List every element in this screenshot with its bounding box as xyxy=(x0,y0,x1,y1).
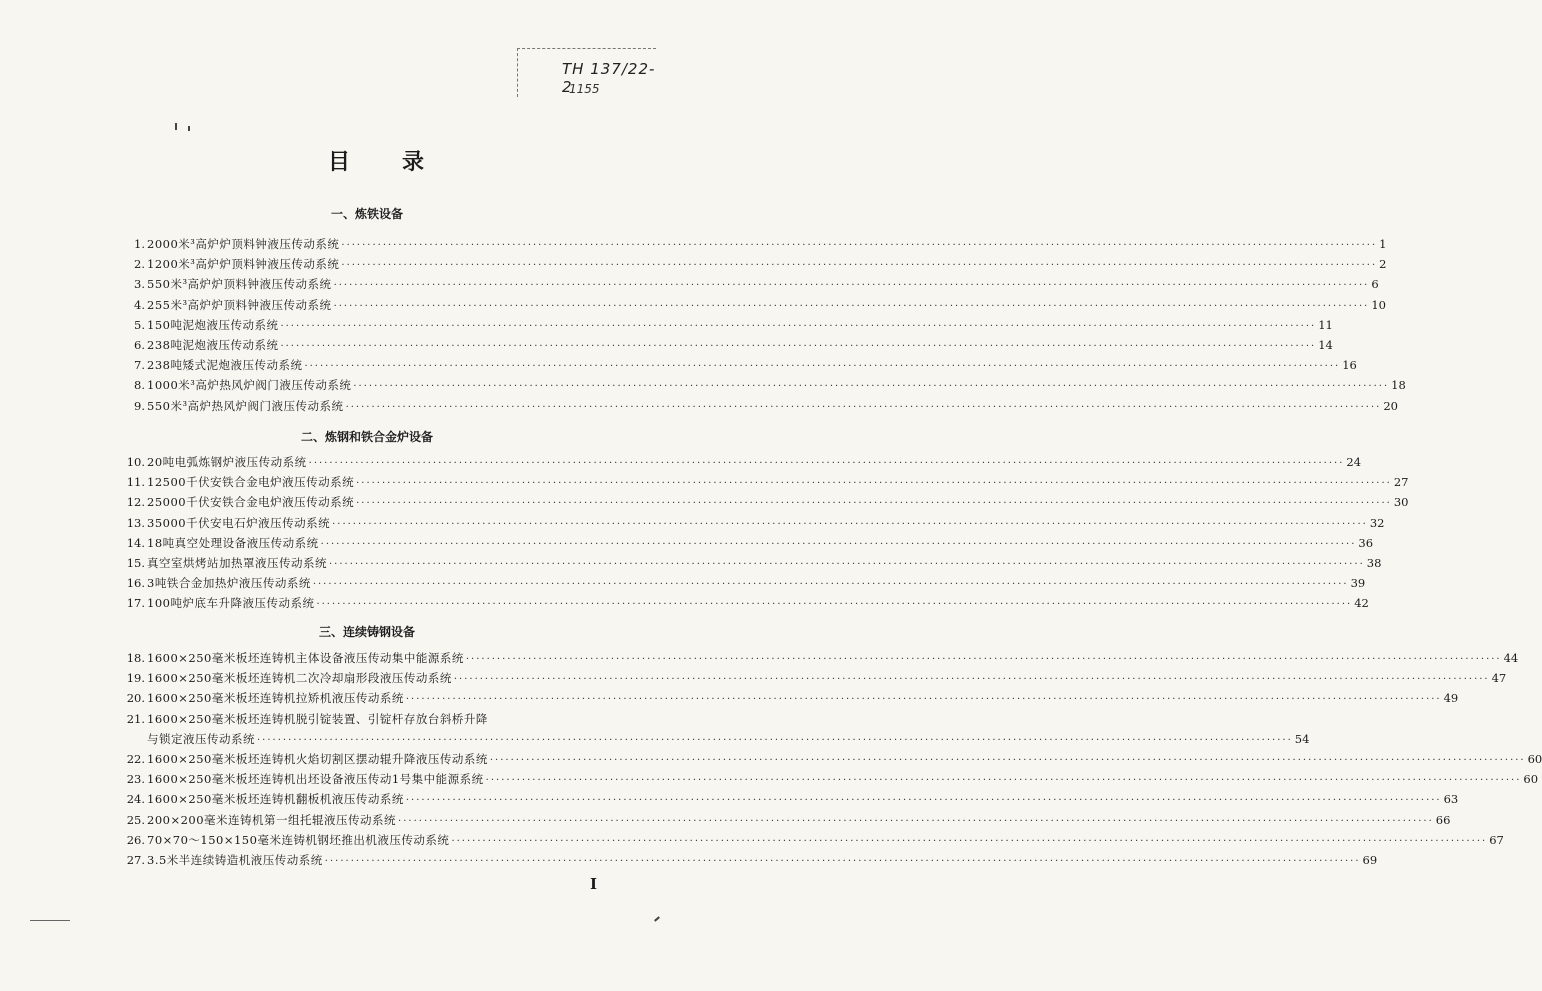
toc-entry[interactable] xyxy=(115,690,1459,706)
entry-row xyxy=(147,357,1357,375)
dot-leader: ········································································································································································································ xyxy=(398,815,1434,827)
entry-row xyxy=(147,236,1387,254)
toc-entry-continuation[interactable] xyxy=(115,731,1310,747)
entry-title: 550米³高炉热风炉阀门液压传动系统 xyxy=(147,398,344,413)
entry-row xyxy=(147,337,1333,355)
entry-title: 1600×250毫米板坯连铸机出坯设备液压传动1号集中能源系统 xyxy=(147,772,484,787)
entry-row xyxy=(147,670,1507,688)
toc-entry[interactable] xyxy=(115,555,1382,571)
entry-number: 23. xyxy=(126,772,145,787)
entry-page: 69 xyxy=(1362,853,1378,867)
dot-leader: ········································································································································································································ xyxy=(453,674,1490,686)
entry-row xyxy=(147,454,1362,472)
dot-leader: ········································································································································································································ xyxy=(280,341,1317,352)
entry-page: 14 xyxy=(1318,338,1333,352)
entry-row xyxy=(147,731,1310,749)
entry-page: 38 xyxy=(1366,556,1382,570)
entry-number: 6. xyxy=(134,338,145,352)
dot-leader: ········································································································································································································ xyxy=(304,361,1341,373)
entry-page: 54 xyxy=(1294,731,1310,746)
entry-page: 32 xyxy=(1369,515,1385,530)
entry-page: 47 xyxy=(1491,671,1507,686)
dot-leader: ········································································································································································································ xyxy=(353,381,1390,393)
toc-entry[interactable] xyxy=(115,454,1362,470)
entry-row xyxy=(147,555,1382,573)
dot-leader: ········································································································································································································ xyxy=(320,538,1357,550)
toc-entry[interactable] xyxy=(115,276,1379,292)
entry-page: 2 xyxy=(1379,257,1387,272)
entry-number: 12. xyxy=(126,495,145,510)
entry-number: 25. xyxy=(126,812,145,827)
entry-row xyxy=(147,474,1409,492)
dot-leader: ········································································································································································································ xyxy=(341,260,1378,272)
dot-leader: ········································································································································································································ xyxy=(333,280,1370,292)
entry-title: 1000米³高炉热风炉阀门液压传动系统 xyxy=(147,378,352,393)
entry-title: 550米³高炉炉顶料钟液压传动系统 xyxy=(147,277,332,292)
entry-number: 18. xyxy=(126,651,145,665)
entry-page: 11 xyxy=(1318,317,1333,332)
entry-row xyxy=(147,256,1387,274)
dot-leader: ········································································································································································································ xyxy=(485,775,1522,787)
toc-entry[interactable] xyxy=(115,535,1374,551)
dot-leader: ········································································································································································································ xyxy=(489,755,1526,766)
entry-number: 2. xyxy=(134,257,145,272)
entry-number: 5. xyxy=(134,317,145,332)
dot-leader: ········································································································································································································ xyxy=(465,654,1502,665)
entry-row xyxy=(147,276,1379,294)
toc-entry[interactable] xyxy=(115,357,1357,373)
entry-title: 238吨矮式泥炮液压传动系统 xyxy=(147,358,303,373)
entry-page: 18 xyxy=(1391,378,1406,393)
toc-entry[interactable] xyxy=(115,398,1398,414)
entry-number: 4. xyxy=(134,297,145,312)
entry-title: 2000米³高炉炉顶料钟液压传动系统 xyxy=(147,237,340,251)
entry-row xyxy=(147,650,1519,668)
toc-entry[interactable] xyxy=(115,650,1519,666)
toc-entry[interactable] xyxy=(115,256,1387,272)
entry-number: 9. xyxy=(134,398,145,413)
entry-page: 20 xyxy=(1383,398,1398,413)
entry-number: 16. xyxy=(126,576,145,591)
dot-leader: ········································································································································································································ xyxy=(356,498,1392,510)
entry-title: 200×200毫米连铸机第一组托辊液压传动系统 xyxy=(147,812,397,827)
entry-row xyxy=(147,377,1406,395)
entry-title: 1600×250毫米板坯连铸机火焰切割区摆动辊升降液压传动系统 xyxy=(147,752,488,766)
entry-row xyxy=(147,751,1542,769)
entry-page: 6 xyxy=(1371,277,1379,292)
entry-row xyxy=(147,317,1333,335)
dot-leader: ········································································································································································································ xyxy=(316,599,1353,611)
entry-row xyxy=(147,535,1374,553)
toc-entry[interactable] xyxy=(115,771,1539,787)
section-heading: 三、连续铸钢设备 xyxy=(318,625,415,639)
entry-number: 26. xyxy=(126,832,145,847)
entry-number: 27. xyxy=(126,853,145,867)
scan-mark xyxy=(175,123,177,130)
dot-leader: ········································································································································································································ xyxy=(333,300,1370,312)
entry-row xyxy=(147,398,1398,416)
entry-number: 7. xyxy=(134,358,145,373)
entry-row xyxy=(147,297,1386,315)
entry-title: 1600×250毫米板坯连铸机脱引锭装置、引锭杆存放台斜桥升降 xyxy=(147,711,488,726)
entry-title: 150吨泥炮液压传动系统 xyxy=(147,317,279,332)
entry-title: 18吨真空处理设备液压传动系统 xyxy=(147,535,319,550)
entry-title: 25000千伏安铁合金电炉液压传动系统 xyxy=(147,495,355,510)
scan-mark xyxy=(30,920,70,921)
toc-entry[interactable] xyxy=(115,337,1333,353)
entry-page: 30 xyxy=(1393,495,1409,510)
entry-row xyxy=(147,791,1459,809)
entry-title: 70×70～150×150毫米连铸机钢坯推出机液压传动系统 xyxy=(147,832,450,847)
entry-row xyxy=(147,852,1378,870)
toc-entry[interactable] xyxy=(115,852,1378,868)
entry-number: 19. xyxy=(126,671,145,686)
library-stamp xyxy=(517,48,657,118)
entry-number: 14. xyxy=(126,535,145,550)
entry-number: 17. xyxy=(126,596,145,611)
entry-row xyxy=(147,771,1539,789)
entry-page: 10 xyxy=(1371,297,1386,312)
entry-row xyxy=(147,832,1504,850)
entry-page: 24 xyxy=(1346,455,1362,469)
entry-page: 44 xyxy=(1503,651,1519,665)
entry-page: 67 xyxy=(1489,832,1504,847)
toc-entry[interactable] xyxy=(115,494,1409,510)
entry-title: 238吨泥炮液压传动系统 xyxy=(147,338,279,352)
entry-title: 100吨炉底车升降液压传动系统 xyxy=(147,596,315,611)
entry-title: 20吨电弧炼钢炉液压传动系统 xyxy=(147,455,307,469)
entry-page: 39 xyxy=(1350,576,1366,591)
entry-number: 21. xyxy=(126,711,145,726)
entry-number: 11. xyxy=(126,475,145,490)
entry-number: 24. xyxy=(126,792,145,807)
dot-leader: ········································································································································································································ xyxy=(280,320,1317,332)
entry-number: 3. xyxy=(134,277,145,292)
dot-leader: ········································································································································································································ xyxy=(345,401,1382,413)
entry-page: 27 xyxy=(1393,475,1409,490)
entry-row xyxy=(147,690,1459,708)
entry-page: 60 xyxy=(1527,752,1542,766)
dot-leader: ········································································································································································································ xyxy=(332,518,1368,530)
entry-number: 22. xyxy=(126,752,145,766)
dot-leader: ········································································································································································································ xyxy=(329,559,1365,570)
entry-title-continued: 与锁定液压传动系统 xyxy=(147,731,255,746)
entry-page: 1 xyxy=(1379,237,1387,251)
entry-page: 42 xyxy=(1354,596,1369,611)
entry-row xyxy=(147,812,1451,830)
dot-leader: ········································································································································································································ xyxy=(451,835,1488,847)
entry-page: 66 xyxy=(1435,812,1451,827)
toc-entry[interactable] xyxy=(115,812,1451,828)
entry-number: 8. xyxy=(134,378,145,393)
entry-title: 1600×250毫米板坯连铸机主体设备液压传动集中能源系统 xyxy=(147,651,464,665)
toc-entry[interactable] xyxy=(115,317,1333,333)
entry-number: 10. xyxy=(126,455,145,469)
page-folio: I xyxy=(590,875,598,893)
entry-row xyxy=(147,494,1409,512)
entry-title: 1600×250毫米板坯连铸机二次冷却扇形段液压传动系统 xyxy=(147,671,452,686)
entry-number: 1. xyxy=(134,237,145,251)
toc-entry[interactable] xyxy=(115,670,1507,686)
toc-entry[interactable] xyxy=(115,832,1504,848)
entry-page: 63 xyxy=(1443,792,1459,807)
page-title: 目录 xyxy=(327,150,476,175)
entry-row xyxy=(147,595,1369,613)
toc-entry[interactable] xyxy=(115,474,1409,490)
entry-number: 13. xyxy=(126,515,145,530)
entry-title: 3吨铁合金加热炉液压传动系统 xyxy=(147,576,311,591)
entry-title: 255米³高炉炉顶料钟液压传动系统 xyxy=(147,297,332,312)
entry-page: 16 xyxy=(1342,358,1357,373)
entry-title: 真空室烘烤站加热罩液压传动系统 xyxy=(147,556,327,570)
entry-title: 3.5米半连续铸造机液压传动系统 xyxy=(147,853,323,867)
entry-number: 15. xyxy=(126,556,145,570)
toc-entry[interactable] xyxy=(115,595,1369,611)
dot-leader: ········································································································································································································ xyxy=(356,478,1392,490)
stamp-accession-number: 1155 xyxy=(569,82,600,96)
toc-entry[interactable] xyxy=(115,515,1385,531)
stamp-call-number: TH 137/22-2 xyxy=(562,60,656,96)
toc-entry[interactable] xyxy=(115,791,1459,807)
toc-entry[interactable] xyxy=(115,236,1387,252)
entry-title: 12500千伏安铁合金电炉液压传动系统 xyxy=(147,475,355,490)
dot-leader: ········································································································································································································ xyxy=(312,579,1349,591)
entry-number: 20. xyxy=(126,691,145,706)
dot-leader: ········································································································································································································ xyxy=(341,240,1378,251)
dot-leader: ········································································································································································································ xyxy=(257,734,1293,746)
dot-leader: ········································································································································································································ xyxy=(308,458,1345,469)
entry-page: 49 xyxy=(1443,691,1459,706)
toc-entry[interactable] xyxy=(115,297,1386,313)
entry-row xyxy=(147,575,1366,593)
section-heading: 二、炼钢和铁合金炉设备 xyxy=(300,430,433,444)
entry-title: 1200米³高炉炉顶料钟液压传动系统 xyxy=(147,257,340,272)
entry-title: 1600×250毫米板坯连铸机翻板机液压传动系统 xyxy=(147,792,404,807)
entry-page: 36 xyxy=(1358,535,1374,550)
dot-leader: ········································································································································································································ xyxy=(324,856,1361,867)
entry-title: 35000千伏安电石炉液压传动系统 xyxy=(147,515,331,530)
entry-row xyxy=(147,515,1385,533)
entry-page: 60 xyxy=(1523,772,1539,787)
dot-leader: ········································································································································································································ xyxy=(405,694,1442,706)
entry-title: 1600×250毫米板坯连铸机拉矫机液压传动系统 xyxy=(147,691,404,706)
toc-entry[interactable] xyxy=(115,377,1406,393)
toc-entry[interactable] xyxy=(115,575,1366,591)
scan-mark xyxy=(188,126,190,131)
section-heading: 一、炼铁设备 xyxy=(330,207,403,221)
toc-entry[interactable] xyxy=(115,751,1542,767)
toc-entry[interactable] xyxy=(115,711,625,727)
dot-leader: ········································································································································································································ xyxy=(405,795,1442,807)
scan-mark xyxy=(654,916,660,921)
